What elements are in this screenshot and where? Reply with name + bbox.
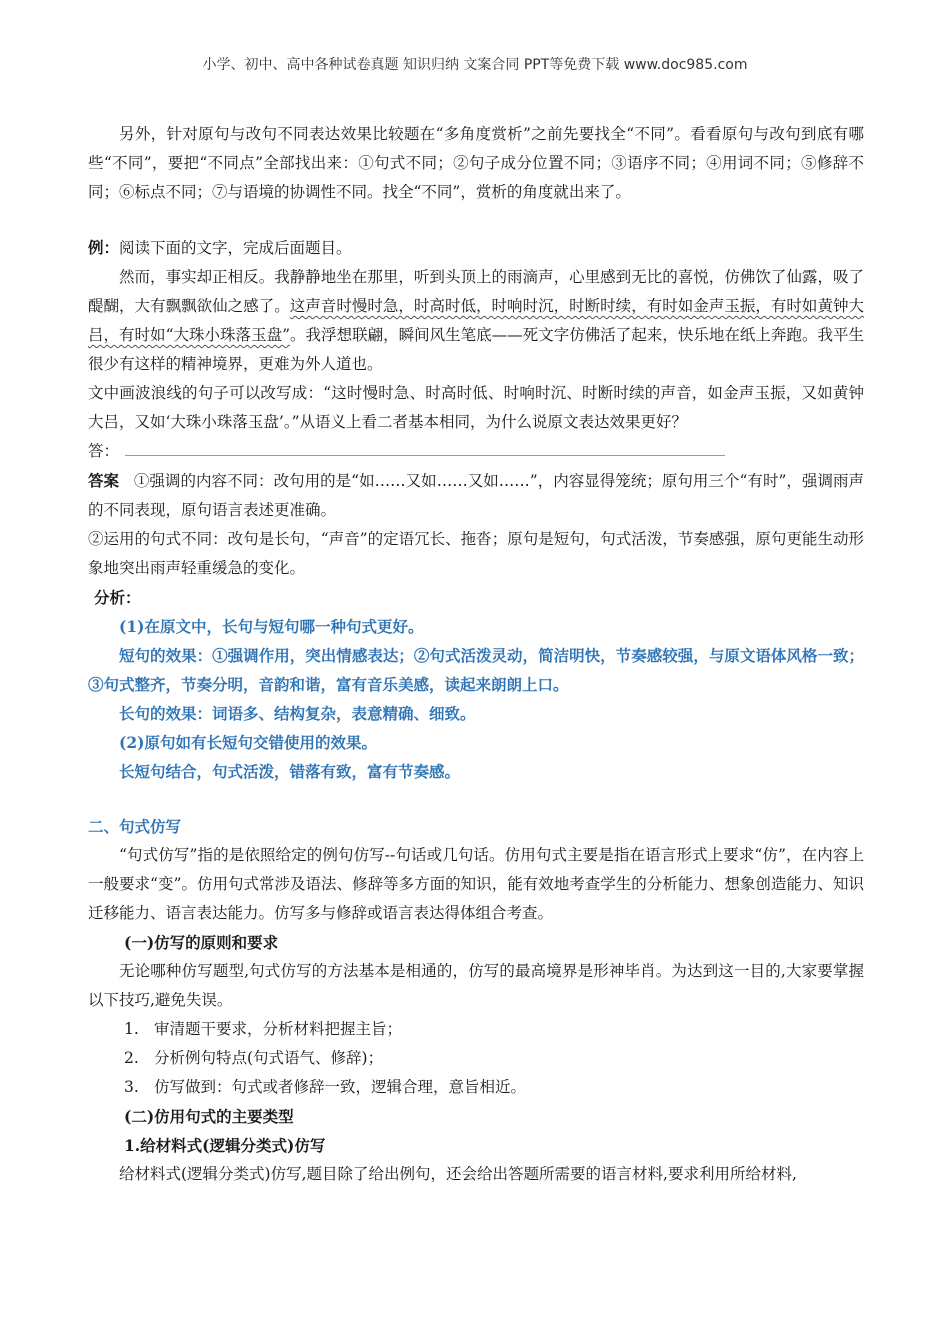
list-item: 1. 审清题干要求，分析材料把握主旨； bbox=[124, 1020, 403, 1038]
answer-label: 答案 bbox=[88, 471, 120, 490]
answer-point-2: ②运用的句式不同：改句是长句，“声音”的定语冗长、拖沓；原句是短句，句式活泼，节奏感强，原句更能生动形象地突出雨声轻重缓急的变化。 bbox=[88, 530, 864, 577]
list-item: 2. 分析例句特点(句式语气、修辞)； bbox=[124, 1049, 384, 1067]
document-body bbox=[88, 120, 864, 1189]
section2-title: 二、句式仿写 bbox=[88, 817, 182, 836]
section2-sub1-para: 无论哪种仿写题型,句式仿写的方法基本是相通的，仿写的最高境界是形神毕肖。为达到这一目的,大家要掌握以下技巧,避免失误。 bbox=[88, 962, 864, 1009]
analysis-label: 分析： bbox=[94, 588, 141, 607]
answer-point-1 bbox=[88, 466, 864, 525]
example-passage bbox=[88, 263, 864, 379]
intro-paragraph: 另外，针对原句与改句不同表达效果比较题在“多角度赏析”之前先要找全“不同”。看看原句与改句到底有哪些“不同”，要把“不同点”全部找出来：①句式不同；②句子成分位置不同；③语序不同；④用词不同；⑤修辞不同；⑥标点不同；⑦与语境的协调性不同。找全“不同”，赏析的角度就出来了。 bbox=[88, 125, 864, 201]
example-instruction-text: 阅读下面的文字，完成后面题目。 bbox=[119, 239, 352, 257]
analysis-q1: (1)在原文中，长句与短句哪一种句式更好。 bbox=[119, 617, 424, 636]
section2-sub2-para: 给材料式(逻辑分类式)仿写,题目除了给出例句，还会给出答题所需要的语言材料,要求利用所给材料, bbox=[119, 1165, 797, 1183]
section2-sub1-title: (一)仿写的原则和要求 bbox=[124, 933, 279, 952]
example-question: 文中画波浪线的句子可以改写成：“这时慢时急、时高时低、时响时沉、时断时续的声音，如金声玉振，又如黄钟大吕，又如‘大珠小珠落玉盘’。”从语义上看二者基本相同，为什么说原文表达效果更好？ bbox=[88, 384, 864, 431]
answer-prompt: 答： bbox=[88, 442, 120, 460]
example-instruction bbox=[88, 233, 864, 263]
passage-before: 然而，事实却正相反。我静静地坐在那里，听到头顶上的雨滴声，心里感到无比的喜悦，仿佛饮了仙露，吸了醍醐，大有飘飘欲仙之感了。 bbox=[88, 268, 864, 315]
passage-wavy-sentence: 这声音时慢时急，时高时低，时响时沉，时断时续，有时如金声玉振，有时如黄钟大吕，有时如“大珠小珠落玉盘” bbox=[88, 297, 864, 344]
analysis-long-effect: 长句的效果：词语多、结构复杂，表意精确、细致。 bbox=[119, 704, 476, 723]
answer-prompt-line bbox=[88, 437, 864, 466]
analysis-q2: (2)原句如有长短句交错使用的效果。 bbox=[119, 733, 377, 752]
analysis-short-effect: 短句的效果：①强调作用，突出情感表达；②句式活泼灵动，简洁明快，节奏感较强，与原文语体风格一致；③句式整齐，节奏分明，音韵和谐，富有音乐美感，读起来朗朗上口。 bbox=[88, 646, 864, 694]
answer-point-1-text: ①强调的内容不同：改句用的是“如……又如……又如……”，内容显得笼统；原句用三个“有时”，强调雨声的不同表现，原句语言表述更准确。 bbox=[88, 472, 864, 519]
answer-blank-line bbox=[125, 441, 725, 456]
list-item: 3. 仿写做到：句式或者修辞一致，逻辑合理，意旨相近。 bbox=[124, 1078, 527, 1096]
passage-after: 。我浮想联翩，瞬间风生笔底——死文字仿佛活了起来，快乐地在纸上奔跑。我平生很少有这样的精神境界，更难为外人道也。 bbox=[88, 326, 864, 373]
section2-sub2-title: (二)仿用句式的主要类型 bbox=[124, 1107, 294, 1126]
analysis-mixed-effect: 长短句结合，句式活泼，错落有致，富有节奏感。 bbox=[119, 762, 461, 781]
page-header: 小学、初中、高中各种试卷真题 知识归纳 文案合同 PPT等免费下载 www.doc985.com bbox=[202, 57, 748, 73]
example-label: 例： bbox=[88, 238, 120, 257]
section2-sub2-item1: 1.给材料式(逻辑分类式)仿写 bbox=[124, 1136, 326, 1155]
section2-intro: “句式仿写”指的是依照给定的例句仿写--句话或几句话。仿用句式主要是指在语言形式上要求“仿”，在内容上一般要求“变”。仿用句式常涉及语法、修辞等多方面的知识，能有效地考查学生的分析能力、想象创造能力、知识迁移能力、语言表达能力。仿写多与修辞或语言表达得体组合考查。 bbox=[88, 846, 864, 922]
